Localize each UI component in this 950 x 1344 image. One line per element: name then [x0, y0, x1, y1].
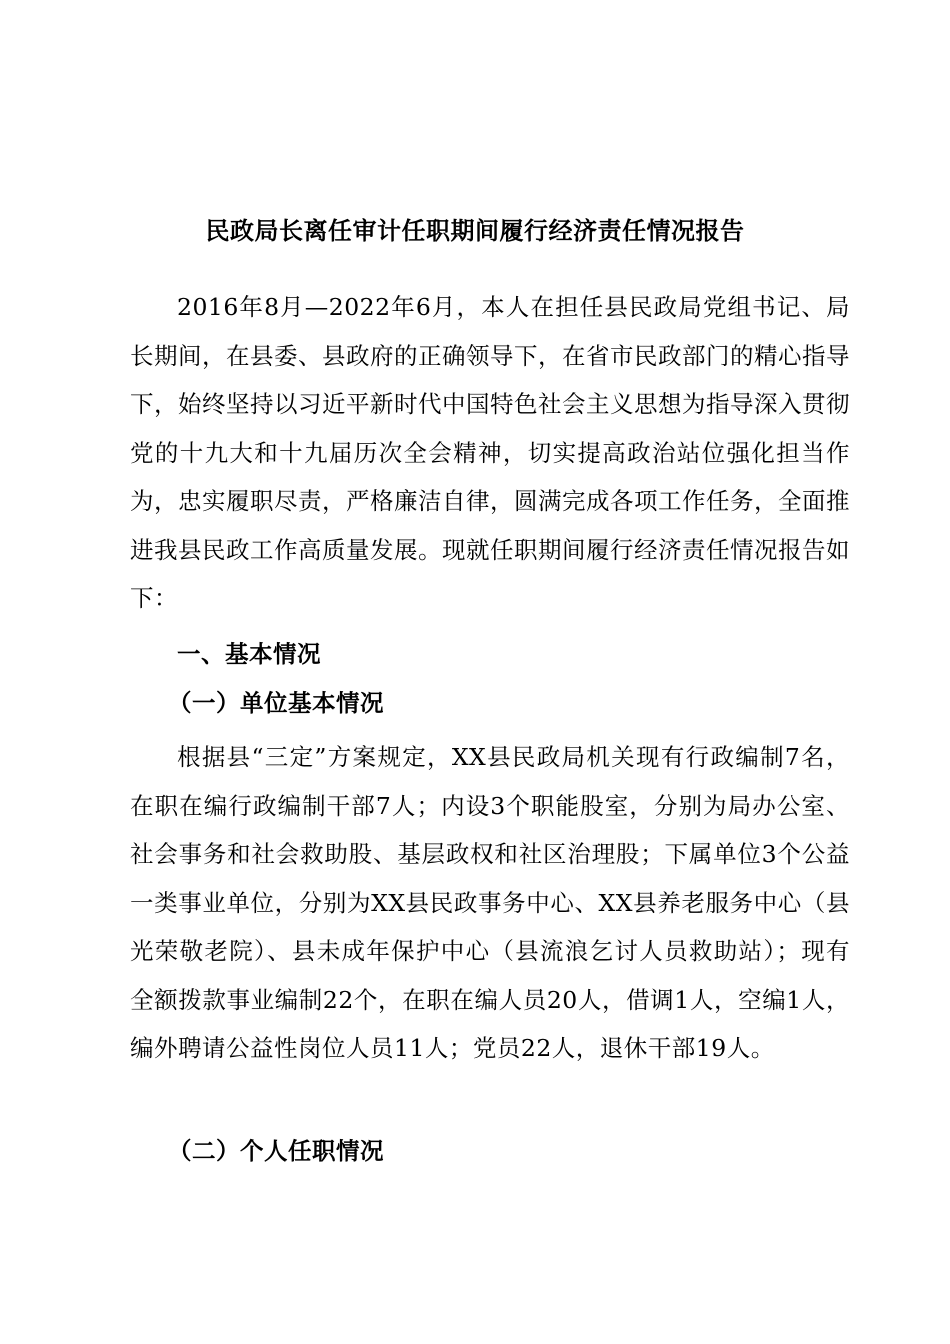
- intro-paragraph: 2016年8月—2022年6月，本人在担任县民政局党组书记、局长期间，在县委、县政府的正确领导下，在省市民政部门的精心指导下，始终坚持以习近平新时代中国特色社会主义思想为指导深入贯彻党的十九大和十九届历次全会精神，切实提高政治站位强化担当作为，忠实履职尽责，严格廉洁自律，圆满完成各项工作任务，全面推进我县民政工作高质量发展。现就任职期间履行经济责任情况报告如下：: [130, 293, 850, 612]
- subsection-heading-unit-info: （一）单位基本情况: [168, 689, 384, 717]
- section-heading-basic-info: 一、基本情况: [177, 640, 321, 668]
- document-title: 民政局长离任审计任职期间履行经济责任情况报告: [205, 217, 745, 245]
- unit-info-paragraph: 根据县“三定”方案规定，XX县民政局机关现有行政编制7名，在职在编行政编制干部7人；内设3个职能股室，分别为局办公室、社会事务和社会救助股、基层政权和社区治理股；下属单位3个公益一类事业单位，分别为XX县民政事务中心、XX县养老服务中心（县光荣敬老院）、县未成年保护中心（县流浪乞讨人员救助站）；现有全额拨款事业编制22个，在职在编人员20人，借调1人，空编1人，编外聘请公益性岗位人员11人；党员22人，退休干部19人。: [130, 743, 850, 1062]
- subsection-heading-personal-info: （二）个人任职情况: [168, 1137, 384, 1165]
